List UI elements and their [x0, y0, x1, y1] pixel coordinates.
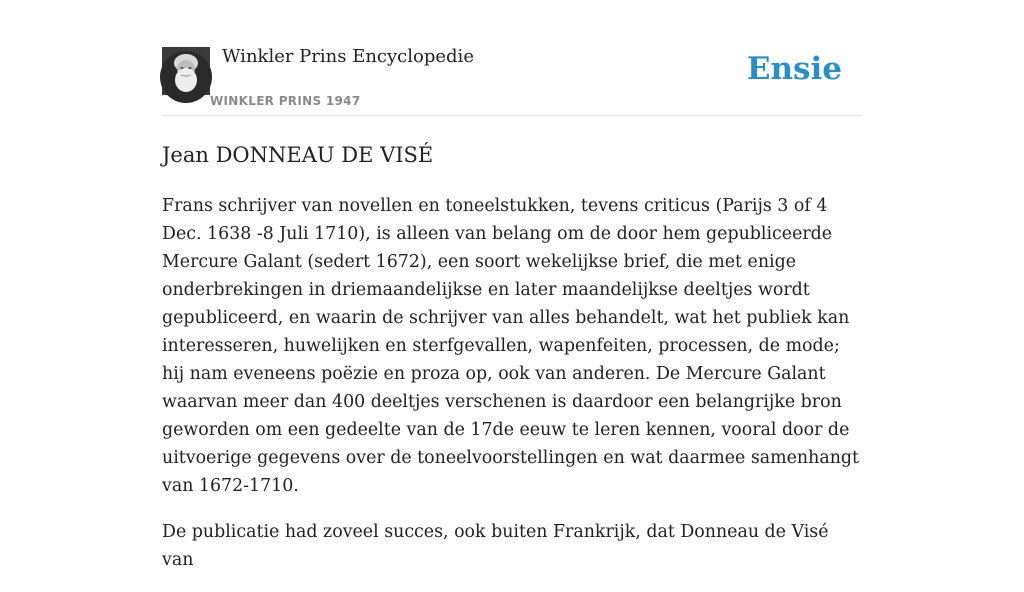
article-body — [162, 192, 862, 592]
article-paragraph: De publicatie had zoveel succes, ook buiten Frankrijk, dat Donneau de Visé van — [162, 522, 829, 570]
article-paragraph: Frans schrijver van novellen en toneelstukken, tevens criticus (Parijs 3 of 4 Dec. 1638 -8 Juli 1710), is alleen van belang om de door hem gepubliceerde Mercure Galant (sedert 1672), een soort wekelijkse brief, die met enige onderbrekingen in driemaandelijkse en later maandelijkse deeltjes wordt gepubliceerd, en waarin de schrijver van alles behandelt, wat het publiek kan interesseren, huwelijken en sterfgevallen, wapenfeiten, processen, de mode; hij nam eveneens poëzie en proza op, ook van anderen. De Mercure Galant waarvan meer dan 400 deeltjes verschenen is daardoor een belangrijke bron geworden om een gedeelte van de 17de eeuw te leren kennen, vooral door de uitvoerige gegevens over de toneelvoorstellingen en wat daarmee samenhangt van 1672-1710. — [162, 196, 860, 496]
brand-logo-link[interactable]: Ensie — [746, 51, 842, 87]
source-subtitle: WINKLER PRINS 1947 — [210, 94, 361, 108]
source-title[interactable]: Winkler Prins Encyclopedie — [222, 46, 474, 67]
article-title: Jean DONNEAU DE VISÉ — [162, 143, 434, 167]
author-portrait-icon — [162, 47, 210, 95]
avatar[interactable] — [162, 47, 210, 95]
page-container — [162, 0, 862, 570]
source-header — [162, 0, 862, 116]
